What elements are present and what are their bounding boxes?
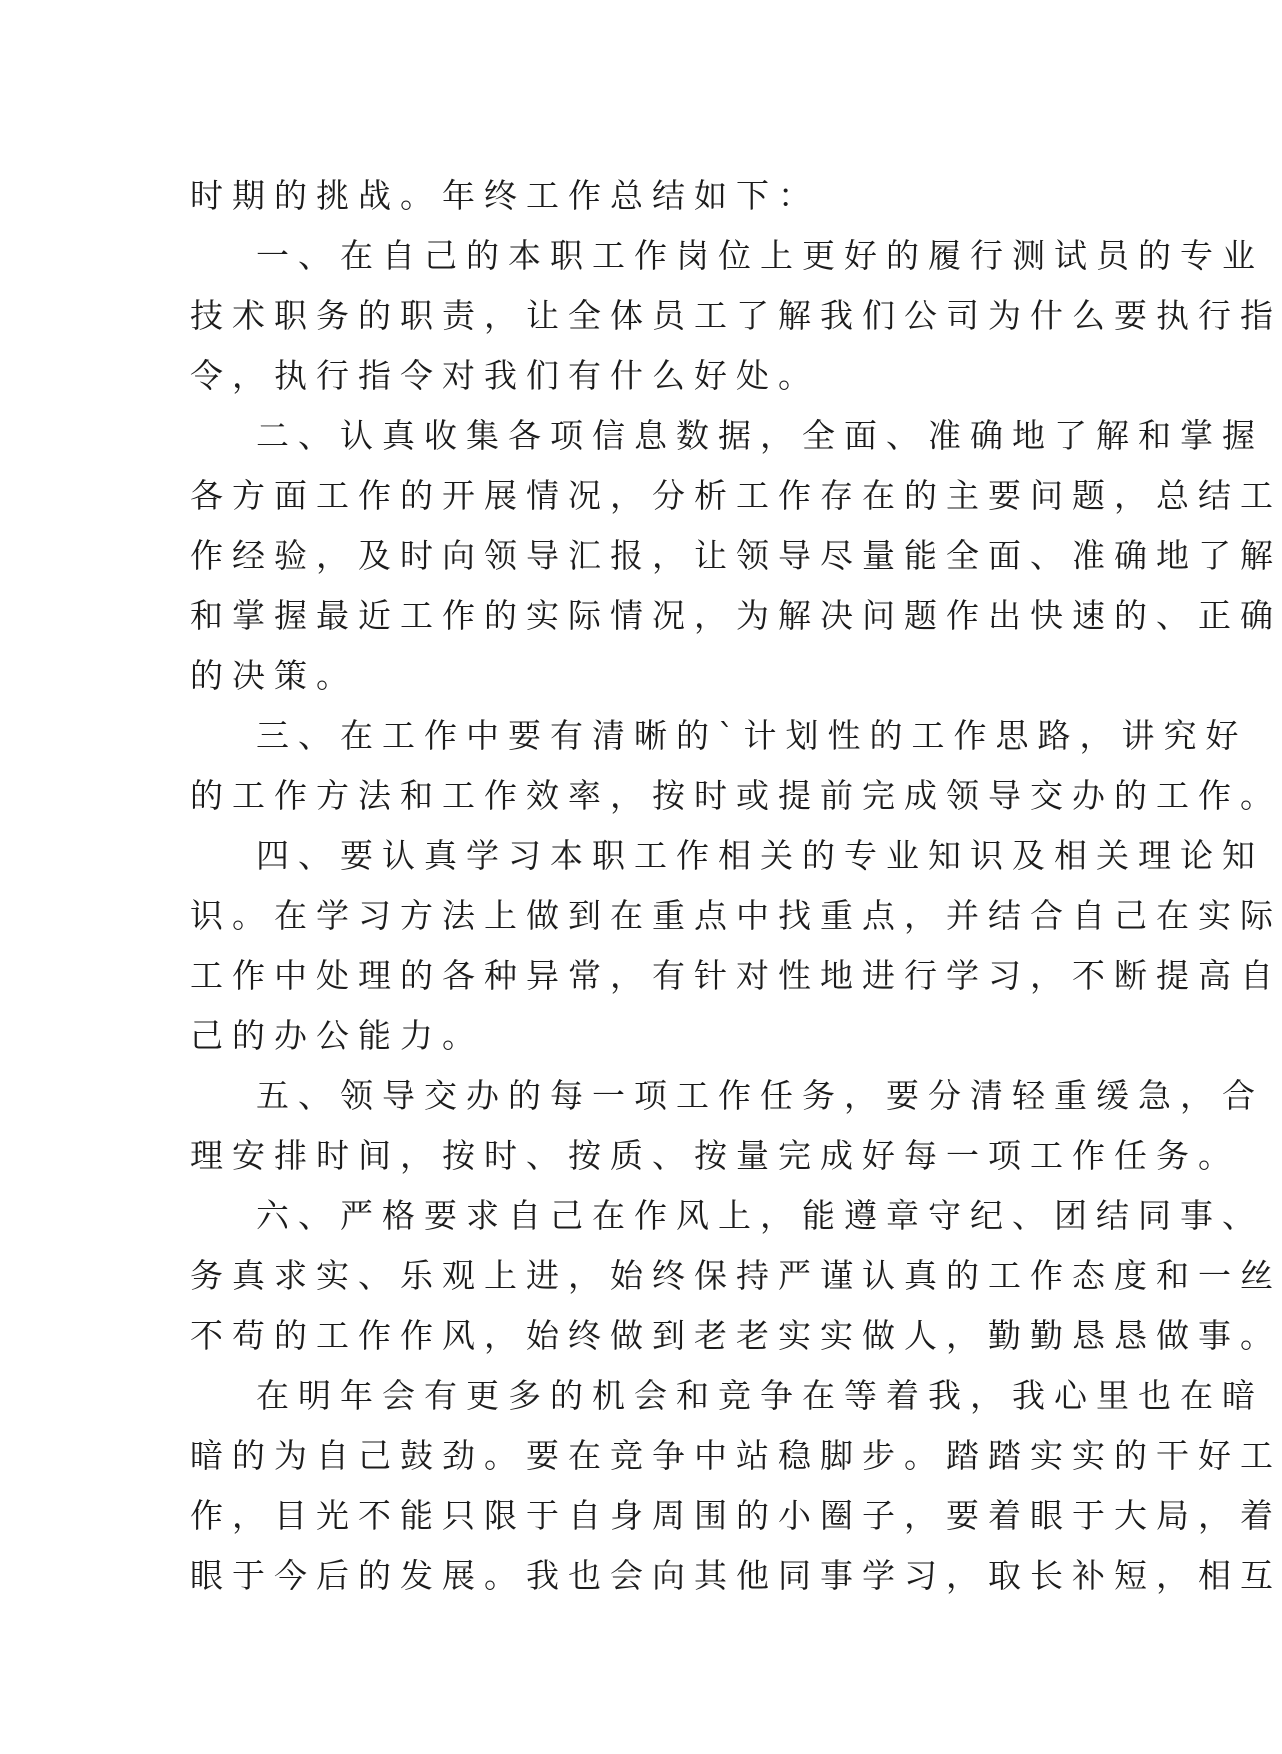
text-line: 时期的挑战。年终工作总结如下： [190,176,820,215]
text-line: 不苟的工作作风，始终做到老老实实做人，勤勤恳恳做事。 [190,1316,1282,1355]
text-line: 的工作方法和工作效率，按时或提前完成领导交办的工作。 [190,776,1282,815]
text-line: 工作中处理的各种异常，有针对性地进行学习，不断提高自 [190,956,1282,995]
text-line: 暗的为自己鼓劲。要在竞争中站稳脚步。踏踏实实的干好工 [190,1436,1282,1475]
text-line: 眼于今后的发展。我也会向其他同事学习，取长补短，相互 [190,1556,1282,1595]
text-line: 一、在自己的本职工作岗位上更好的履行测试员的专业 [256,236,1264,275]
text-line: 四、要认真学习本职工作相关的专业知识及相关理论知 [256,836,1264,875]
text-line: 各方面工作的开展情况，分析工作存在的主要问题，总结工 [190,476,1282,515]
text-line: 六、严格要求自己在作风上，能遵章守纪、团结同事、 [256,1196,1264,1235]
text-line: 作经验，及时向领导汇报，让领导尽量能全面、准确地了解 [190,536,1282,575]
text-line: 五、领导交办的每一项工作任务，要分清轻重缓急，合 [256,1076,1264,1115]
text-line: 己的办公能力。 [190,1016,484,1055]
text-line: 识。在学习方法上做到在重点中找重点，并结合自己在实际 [190,896,1282,935]
text-line: 三、在工作中要有清晰的`计划性的工作思路，讲究好 [256,716,1248,755]
text-line: 二、认真收集各项信息数据，全面、准确地了解和掌握 [256,416,1264,455]
body-text [190,166,1282,1606]
text-line: 理安排时间，按时、按质、按量完成好每一项工作任务。 [190,1136,1240,1175]
text-line: 令，执行指令对我们有什么好处。 [190,356,820,395]
text-line: 务真求实、乐观上进，始终保持严谨认真的工作态度和一丝 [190,1256,1282,1295]
text-line: 在明年会有更多的机会和竞争在等着我，我心里也在暗 [256,1376,1264,1415]
text-line: 作，目光不能只限于自身周围的小圈子，要着眼于大局，着 [190,1496,1282,1535]
text-line: 和掌握最近工作的实际情况，为解决问题作出快速的、正确 [190,596,1282,635]
text-line: 技术职务的职责，让全体员工了解我们公司为什么要执行指 [190,296,1282,335]
text-line: 的决策。 [190,656,358,695]
